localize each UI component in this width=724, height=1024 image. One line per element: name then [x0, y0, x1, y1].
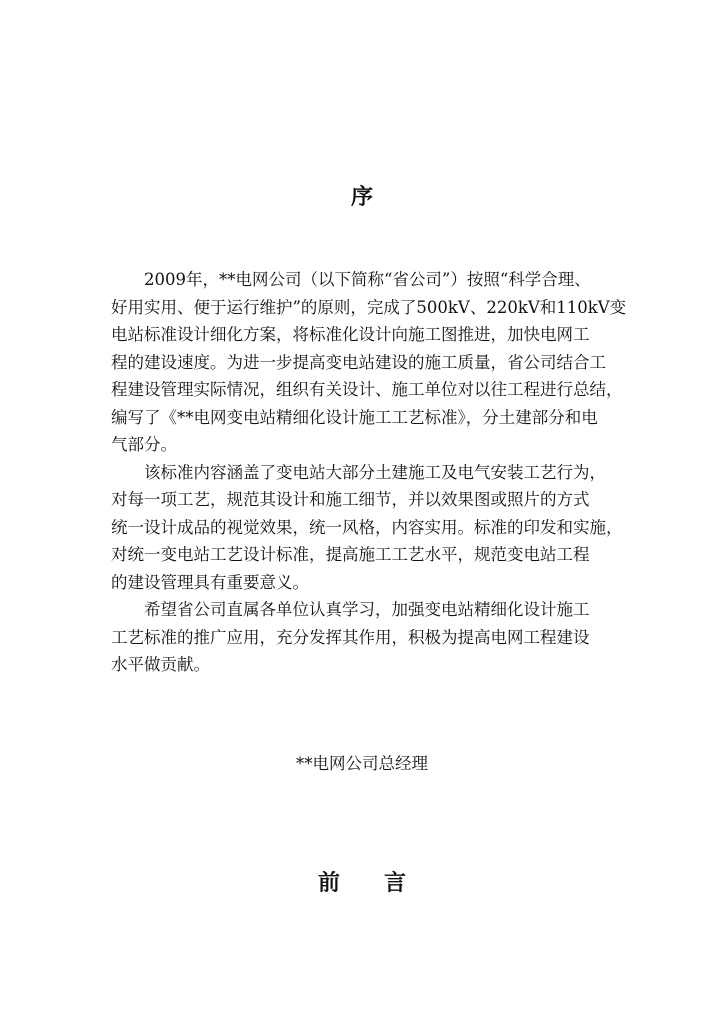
text-line: 对统一变电站工艺设计标准，提高施工工艺水平，规范变电站工程	[111, 545, 590, 564]
foreword-title	[0, 866, 724, 897]
text-line: 工艺标准的推广应用，充分发挥其作用，积极为提高电网工程建设	[111, 627, 590, 647]
text-line: 水平做贡献。	[111, 655, 210, 674]
text-line: 程建设管理实际情况，组织有关设计、施工单位对以往工程进行总结，	[111, 380, 623, 399]
foreword-title-char-2: 言	[384, 870, 407, 896]
text-line: 电站标准设计细化方案，将标准化设计向施工图推进，加快电网工	[111, 325, 590, 344]
preface-title: 序	[350, 184, 373, 210]
signature: **电网公司总经理	[296, 754, 428, 773]
text-line: 对每一项工艺，规范其设计和施工细节，并以效果图或照片的方式	[111, 490, 590, 509]
text-line: 气部分。	[111, 435, 177, 454]
paragraph-3	[111, 596, 631, 679]
text-line: 希望省公司直属各单位认真学习，加强变电站精细化设计施工	[144, 600, 590, 619]
text-line: 该标准内容涵盖了变电站大部分土建施工及电气安装工艺行为，	[144, 462, 606, 482]
paragraph-2	[111, 459, 631, 597]
text-line: 程的建设速度。为进一步提高变电站建设的施工质量，省公司结合工	[111, 352, 606, 372]
text-line: 统一设计成品的视觉效果，统一风格，内容实用。标准的印发和实施，	[111, 517, 623, 537]
text-line: 编写了《**电网变电站精细化设计施工工艺标准》，分土建部分和电	[111, 407, 598, 427]
preface-body	[111, 266, 631, 679]
foreword-title-char-1: 前	[317, 870, 340, 896]
text-line: 的建设管理具有重要意义。	[111, 572, 309, 592]
paragraph-1	[111, 266, 631, 459]
text-line: 2009年，**电网公司（以下简称“省公司”）按照“科学合理、	[144, 270, 591, 289]
text-line: 好用实用、便于运行维护”的原则，完成了500kV、220kV和110kV变	[111, 297, 627, 317]
